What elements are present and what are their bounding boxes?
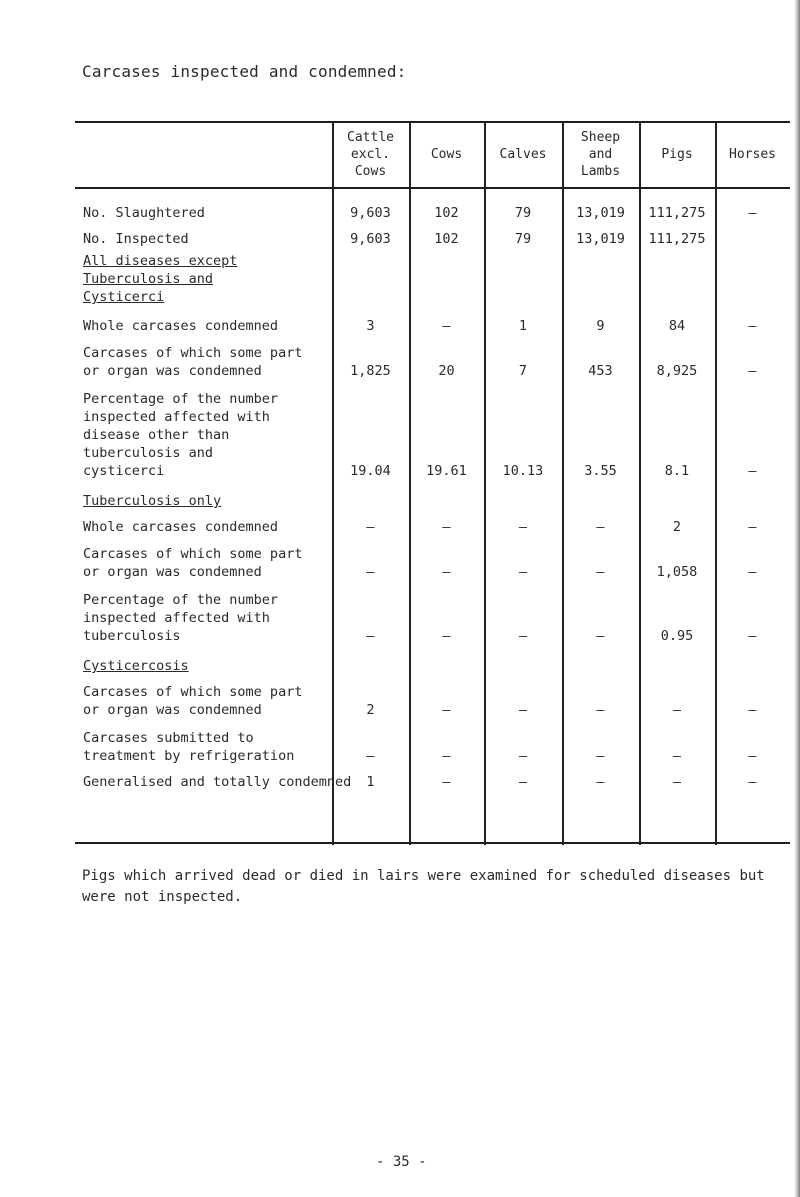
section-heading-tuberculosis: Tuberculosis only (83, 493, 222, 509)
table-cell: – (748, 363, 757, 379)
page-title: Carcases inspected and condemned: (82, 62, 407, 81)
section-heading-all-diseases: All diseases except Tuberculosis and Cysticerci (83, 253, 238, 305)
column-header-line: and (588, 146, 613, 162)
row-label-whole-condemned: Whole carcases condemned (83, 318, 279, 334)
table-cell: – (442, 564, 451, 580)
table-cell: – (748, 318, 757, 334)
table-cell: 1 (366, 774, 375, 790)
table-cell: – (518, 519, 528, 535)
column-header-pigs (639, 121, 715, 187)
section-heading-cysticercosis: Cysticercosis (83, 658, 189, 674)
table-cell: 102 (434, 231, 459, 247)
table-cell: – (442, 628, 451, 644)
table-cell: – (596, 702, 605, 718)
table-cell: – (366, 628, 375, 644)
row-label-refrigeration: Carcases submitted to treatment by refrigeration (83, 730, 295, 764)
table-cell: 111,275 (648, 205, 706, 221)
table-cell: – (442, 748, 451, 764)
column-header-cattle (332, 121, 409, 187)
column-header-line: Calves (499, 146, 547, 162)
table-cell: 453 (588, 363, 613, 379)
table-cell: 84 (668, 318, 686, 334)
table-cell: 19.04 (350, 463, 391, 479)
table-header-rule (75, 187, 790, 189)
table-cell: 111,275 (648, 231, 706, 247)
table-cell: – (748, 564, 757, 580)
table-cell: – (596, 748, 605, 764)
table-cell: – (366, 748, 375, 764)
table-cell: 79 (514, 205, 532, 221)
row-label-percentage-other: Percentage of the number inspected affected with disease other than tuberculosis and cysticerci (83, 391, 279, 479)
row-label-inspected: No. Inspected (83, 231, 189, 247)
table-bottom-rule (75, 842, 790, 844)
table-cell: – (748, 774, 757, 790)
row-label-whole-condemned: Whole carcases condemned (83, 519, 279, 535)
table-cell: – (748, 628, 757, 644)
table-cell: 3 (366, 318, 375, 334)
table-cell: 1 (518, 318, 528, 334)
table-cell: – (672, 702, 682, 718)
row-label-slaughtered: No. Slaughtered (83, 205, 205, 221)
table-cell: 9 (596, 318, 605, 334)
table-cell: – (518, 702, 528, 718)
page-number: - 35 - (376, 1154, 427, 1170)
table-cell: 79 (514, 231, 532, 247)
column-header-line: Lambs (580, 163, 621, 179)
table-cell: 9,603 (350, 231, 391, 247)
table-cell: – (672, 748, 682, 764)
table-cell: – (518, 748, 528, 764)
table-cell: 8,925 (656, 363, 698, 379)
column-header-calves (484, 121, 562, 187)
table-cell: – (748, 702, 757, 718)
table-cell: – (596, 774, 605, 790)
column-header-line: Cows (430, 146, 463, 162)
table-cell: 8.1 (664, 463, 690, 479)
table-cell: 7 (518, 363, 528, 379)
table-cell: – (748, 463, 757, 479)
row-label-percentage-tuberculosis: Percentage of the number inspected affected with tuberculosis (83, 592, 279, 644)
table-cell: 0.95 (660, 628, 694, 644)
column-header-line: excl. (350, 146, 391, 162)
table-cell: 19.61 (426, 463, 467, 479)
table-cell: – (442, 774, 451, 790)
table-cell: – (596, 628, 605, 644)
table-cell: – (596, 519, 605, 535)
column-header-horses (715, 121, 790, 187)
column-header-line: Horses (729, 146, 776, 162)
table-cell: 2 (366, 702, 375, 718)
table-cell: 1,825 (350, 363, 391, 379)
table-cell: 102 (434, 205, 459, 221)
table-cell: 2 (672, 519, 682, 535)
table-cell: 13,019 (576, 205, 625, 221)
footnote: Pigs which arrived dead or died in lairs were examined for scheduled diseases but were not inspected. (82, 868, 765, 905)
column-divider (715, 121, 717, 845)
column-header-line: Cows (354, 163, 387, 179)
table-cell: 1,058 (656, 564, 698, 580)
row-label-generalised: Generalised and totally condemned (83, 774, 352, 790)
table-cell: – (518, 628, 528, 644)
table-cell: 10.13 (502, 463, 544, 479)
column-header-line: Sheep (580, 129, 621, 145)
table-cell: – (748, 748, 757, 764)
table-cell: – (748, 205, 757, 221)
carcases-table (75, 121, 790, 845)
table-cell: 20 (438, 363, 455, 379)
table-cell: – (442, 702, 451, 718)
table-cell: – (518, 564, 528, 580)
column-header-sheep (562, 121, 639, 187)
table-cell: – (518, 774, 528, 790)
table-cell: – (748, 519, 757, 535)
table-cell: 3.55 (584, 463, 617, 479)
row-label-part-condemned: Carcases of which some part or organ was condemned (83, 684, 303, 718)
table-cell: – (366, 519, 375, 535)
table-cell: – (672, 774, 682, 790)
table-cell: – (596, 564, 605, 580)
table-cell: – (442, 519, 451, 535)
row-label-part-condemned: Carcases of which some part or organ was condemned (83, 546, 303, 580)
table-cell: 13,019 (576, 231, 625, 247)
column-header-line: Cattle (347, 129, 394, 145)
table-cell: 9,603 (350, 205, 391, 221)
row-label-part-condemned: Carcases of which some part or organ was condemned (83, 345, 303, 379)
scan-edge-shadow (794, 0, 800, 1197)
column-header-cows (409, 121, 484, 187)
table-cell: – (442, 318, 451, 334)
column-header-line: Pigs (661, 146, 693, 162)
table-cell: – (366, 564, 375, 580)
